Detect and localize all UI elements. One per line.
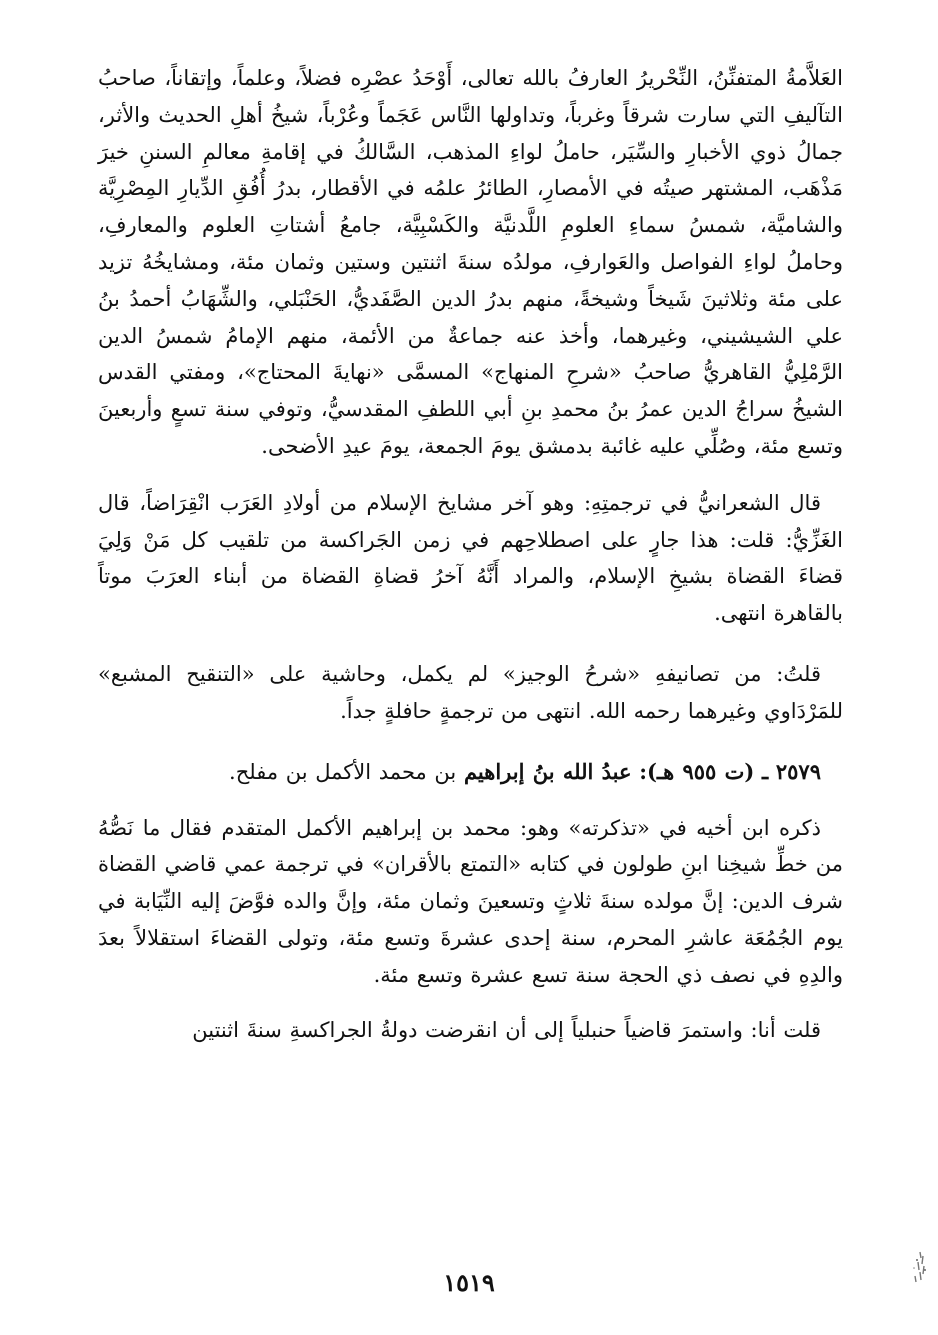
shaarani-quote-paragraph [98, 485, 843, 632]
works-text: قلتُ: من تصانيفهِ «شرحُ الوجيز» لم يكمل، وحاشية على «التنقيح المشبع» للمَرْدَاوي وغيرهما رحمه الله. انتهى من ترجمةٍ حافلةٍ جداً. [98, 661, 843, 723]
entry-separator: ـ [762, 758, 769, 784]
tadhkira-paragraph [98, 810, 843, 994]
shaarani-quote-text: قال الشعرانيُّ في ترجمتِهِ: وهو آخر مشايخ الإسلام من أولادِ العَرَب انْقِرَاضاً، قال الغَزِّيُّ: قلت: هذا جارٍ على اصطلاحِهم في زمن الجَراكسة من تلقيب كل مَنْ وَلِيَ قضاءَ القضاة بشيخِ الإسلام، والمراد أَنَّهُ آخرُ قضاةِ القضاة من أبناء العرَبَ موتاً بالقاهرة انتهى. [98, 490, 843, 626]
continuation-text: قلت أنا: واستمرَ قاضياً حنبلياً إلى أن انقرضت دولةُ الجراكسةِ سنةَ اثنتين [192, 1017, 821, 1042]
text-column [98, 60, 843, 1048]
tadhkira-text: ذكره ابن أخيه في «تذكرته» وهو: محمد بن إبراهيم الأكمل المتقدم فقال ما نَصُّهُ من خطِّ شيخِنا ابنِ طولون في كتابه «التمتع بالأقران» في ترجمة عمي قاضي القضاة شرف الدين: إنَّ مولده سنةَ ثلاثٍ وتسعينَ وثمان مئة، وإنَّ والده فوَّضَ إليه النِّيَابة في يوم الجُمُعَة عاشرِ المحرم، سنة إحدى عشرةَ وتسع مئة، وتولى القضاءَ استقلالاً بعدَ والدِهِ في نصف ذي الحجة سنة تسع عشرة وتسع مئة. [98, 815, 843, 987]
scan-margin-mark-icon [900, 1248, 930, 1288]
works-paragraph [98, 656, 843, 730]
entry-heading [98, 754, 843, 790]
entry-name: عبدُ الله بنُ إبراهيم [463, 758, 632, 784]
biography-paragraph-1: العَلاَّمةُ المتفنِّنُ، النِّحْريرُ العارفُ بالله تعالى، أَوْحَدُ عصْرِه فضلاً، وعلماً، وإتقاناً، صاحبُ التآليفِ التي سارت شرقاً وغرباً، وتداولها النَّاس عَجَماً وعُرْباً، شيخُ أهلِ الحديث والأثر، جمالُ ذوي الأخبارِ والسِّيَر، حاملُ لواءِ المذهب، السَّالكُ في إقامةِ معالمِ السننِ خيرَ مَذْهَب، المشتهر صيتُه في الأمصارِ، الطائرُ علمُه في الأقطار، بدرُ أُفُقِ الدِّيارِ المِصْرِيَّة والشاميَّة، شمسُ سماءِ العلومِ اللَّدنيَّة والكَسْبِيَّة، جامعُ أشتاتِ العلوم والمعارفِ، وحاملُ لواءِ الفواصل والعَوارفِ، مولدُه سنةَ اثنتين وستين وثمان مئة، ومشايخُهُ تزيد على مئة وثلاثينَ شَيخاً وشيخةً، منهم بدرُ الدين الصَّفَديُّ، الحَنْبَلي، والشِّهَابُ أحمدُ بنُ علي الشيشيني، وغيرهما، وأخذ عنه جماعةٌ من الأئمة، منهم الإمامُ شمسُ الدين الرَّمْلِيُّ القاهريُّ صاحبُ «شرحِ المنهاج» المسمَّى «نهايةَ المحتاج»، ومفتي القدس الشيخُ سراجُ الدين عمرُ بنُ محمدِ بنِ أبي اللطفِ المقدسيُّ، وتوفي سنة تسعٍ وأربعينَ وتسع مئة، وصُلِّي عليه غائبة بدمشق يومَ الجمعة، يومَ عيدِ الأضحى. [98, 66, 844, 458]
entry-death-date: (ت ٩٥٥ هـ): [639, 758, 755, 784]
continuation-paragraph [98, 1012, 843, 1049]
page-number: ١٥١٩ [443, 1268, 495, 1297]
entry-lineage: بن محمد الأكمل بن مفلح. [229, 759, 457, 784]
entry-number: ٢٥٧٩ [775, 758, 821, 784]
